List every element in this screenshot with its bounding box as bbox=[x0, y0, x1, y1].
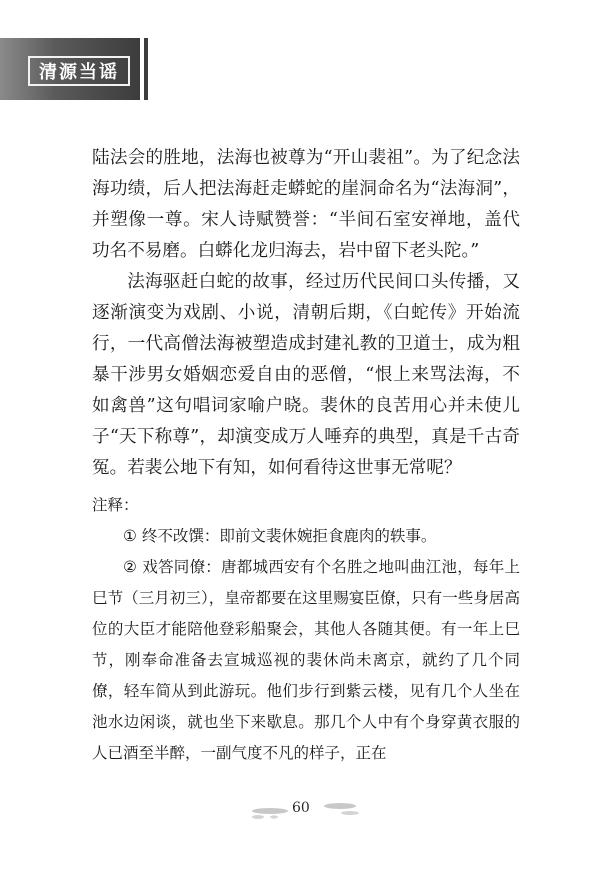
page-number: 60 bbox=[292, 800, 310, 816]
page-footer bbox=[0, 792, 609, 832]
header-title: 清源当谣 bbox=[39, 62, 119, 83]
notes-heading: 注释： bbox=[92, 496, 139, 514]
paragraph-1: 陆法会的胜地，法海也被尊为“开山裴祖”。为了纪念法海功绩，后人把法海赶走蟒蛇的崖洞命名为“法海洞”，并塑像一尊。宋人诗赋赞誉：“半间石室安禅地，盖代功名不易磨。白蟒化龙归海去，岩中留下老头陀。” bbox=[92, 148, 520, 261]
notes-section bbox=[92, 490, 520, 769]
note-item-1: ① 终不改馔：即前文裴休婉拒食鹿肉的轶事。 bbox=[123, 527, 437, 545]
paragraph-2: 法海驱赶白蛇的故事，经过历代民间口头传播，又逐渐演变为戏剧、小说，清朝后期，《白蛇传》开始流行，一代高僧法海被塑造成封建礼教的卫道士，成为粗暴干涉男女婚姻恋爱自由的恶僧，“恨上来骂法海，不如禽兽”这句唱词家喻户晓。裴休的良苦用心并未使儿子“天下称尊”，却演变成万人唾弃的典型，真是千古奇冤。若裴公地下有知，如何看待这世事无常呢？ bbox=[92, 272, 520, 478]
note-item-2: ② 戏答同僚：唐都城西安有个名胜之地叫曲江池，每年上巳节（三月初三），皇帝都要在这里赐宴臣僚，只有一些身居高位的大臣才能陪他登彩船聚会，其他人各随其便。有一年上巳节，刚奉命准备去宣城巡视的裴休尚未离京，就约了几个同僚，轻车简从到此游玩。他们步行到紫云楼，见有几个人坐在池水边闲谈，就也坐下来歇息。那几个人中有个身穿黄衣服的人已酒至半醉，一副气度不凡的样子，正在 bbox=[92, 558, 520, 762]
footer-swash-right-icon bbox=[320, 800, 364, 820]
header-title-frame bbox=[28, 56, 130, 86]
footer-swash-left-icon bbox=[248, 802, 290, 822]
main-text bbox=[92, 143, 520, 484]
